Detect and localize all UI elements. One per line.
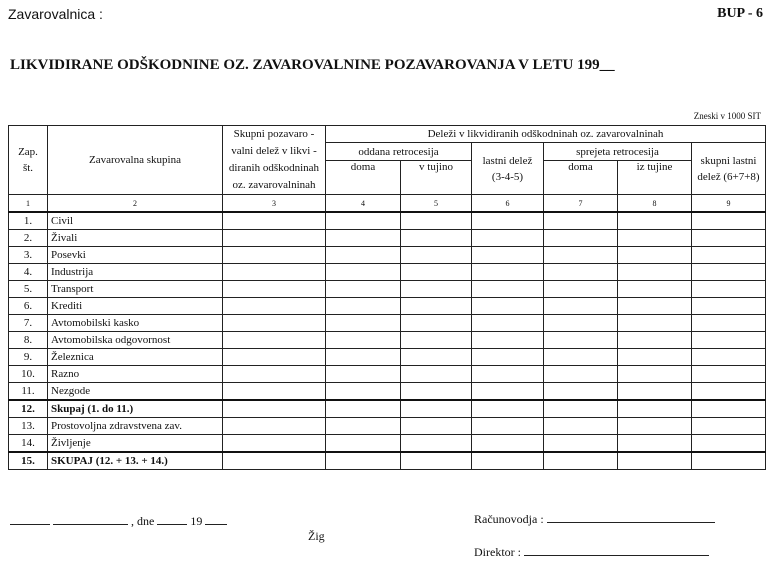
value-cell[interactable] <box>401 332 472 349</box>
value-cell[interactable] <box>326 418 401 435</box>
value-cell[interactable] <box>401 366 472 383</box>
table-row <box>9 212 766 230</box>
row-label: Živali <box>48 230 223 247</box>
value-cell[interactable] <box>618 435 692 453</box>
value-cell[interactable] <box>544 452 618 470</box>
header-doma-sprejeta: doma <box>544 161 618 195</box>
value-cell[interactable] <box>326 281 401 298</box>
row-label: Življenje <box>48 435 223 453</box>
value-cell[interactable] <box>223 418 326 435</box>
value-cell[interactable] <box>692 264 766 281</box>
value-cell[interactable] <box>692 298 766 315</box>
column-number: 9 <box>692 195 766 213</box>
value-cell[interactable] <box>401 247 472 264</box>
value-cell[interactable] <box>326 230 401 247</box>
header-doma: doma <box>326 161 401 195</box>
row-label: Posevki <box>48 247 223 264</box>
value-cell[interactable] <box>618 366 692 383</box>
value-cell[interactable] <box>618 349 692 366</box>
value-cell[interactable] <box>692 400 766 418</box>
value-cell[interactable] <box>692 349 766 366</box>
table-row <box>9 230 766 247</box>
column-number: 8 <box>618 195 692 213</box>
company-label: Zavarovalnica : <box>8 6 103 22</box>
racunovodja-label: Računovodja : <box>474 512 544 526</box>
value-cell[interactable] <box>544 349 618 366</box>
value-cell[interactable] <box>472 315 544 332</box>
row-label: Železnica <box>48 349 223 366</box>
value-cell[interactable] <box>223 230 326 247</box>
value-cell[interactable] <box>223 349 326 366</box>
row-label: Avtomobilska odgovornost <box>48 332 223 349</box>
value-cell[interactable] <box>472 452 544 470</box>
value-cell[interactable] <box>618 212 692 230</box>
value-cell[interactable] <box>544 400 618 418</box>
value-cell[interactable] <box>401 435 472 453</box>
table-row <box>9 264 766 281</box>
value-cell[interactable] <box>401 452 472 470</box>
value-cell[interactable] <box>618 383 692 401</box>
row-label: Avtomobilski kasko <box>48 315 223 332</box>
value-cell[interactable] <box>472 400 544 418</box>
column-number: 6 <box>472 195 544 213</box>
row-label: Industrija <box>48 264 223 281</box>
table-row <box>9 281 766 298</box>
value-cell[interactable] <box>692 281 766 298</box>
value-cell[interactable] <box>326 400 401 418</box>
table-row <box>9 400 766 418</box>
row-number: 8. <box>9 332 48 349</box>
value-cell[interactable] <box>618 247 692 264</box>
value-cell[interactable] <box>326 349 401 366</box>
row-label: Nezgode <box>48 383 223 401</box>
value-cell[interactable] <box>692 332 766 349</box>
value-cell[interactable] <box>401 418 472 435</box>
column-number: 3 <box>223 195 326 213</box>
value-cell[interactable] <box>401 230 472 247</box>
value-cell[interactable] <box>544 298 618 315</box>
value-cell[interactable] <box>472 298 544 315</box>
value-cell[interactable] <box>401 212 472 230</box>
zig-label: Žig <box>308 529 325 543</box>
value-cell[interactable] <box>472 349 544 366</box>
date-line <box>10 514 227 529</box>
value-cell[interactable] <box>692 366 766 383</box>
value-cell[interactable] <box>472 264 544 281</box>
direktor-label: Direktor : <box>474 545 521 559</box>
value-cell[interactable] <box>544 315 618 332</box>
value-cell[interactable] <box>544 264 618 281</box>
value-cell[interactable] <box>618 400 692 418</box>
value-cell[interactable] <box>544 366 618 383</box>
value-cell[interactable] <box>692 247 766 264</box>
row-number: 10. <box>9 366 48 383</box>
row-number: 4. <box>9 264 48 281</box>
header-lastni: lastni delež (3-4-5) <box>472 143 544 195</box>
form-code: BUP - 6 <box>717 6 763 21</box>
value-cell[interactable] <box>544 332 618 349</box>
row-label: Prostovoljna zdravstvena zav. <box>48 418 223 435</box>
value-cell[interactable] <box>326 366 401 383</box>
value-cell[interactable] <box>618 418 692 435</box>
value-cell[interactable] <box>401 315 472 332</box>
header-skupni: Skupni pozavaro - valni delež v likvi - diranih odškodninah oz. zavarovalninah <box>223 126 326 195</box>
column-number: 1 <box>9 195 48 213</box>
value-cell[interactable] <box>544 247 618 264</box>
value-cell[interactable] <box>326 452 401 470</box>
value-cell[interactable] <box>223 383 326 401</box>
value-cell[interactable] <box>618 298 692 315</box>
table-row <box>9 452 766 470</box>
row-label: Transport <box>48 281 223 298</box>
value-cell[interactable] <box>401 383 472 401</box>
value-cell[interactable] <box>692 315 766 332</box>
value-cell[interactable] <box>544 212 618 230</box>
row-number: 3. <box>9 247 48 264</box>
value-cell[interactable] <box>472 383 544 401</box>
year-label: 19 <box>190 514 203 528</box>
value-cell[interactable] <box>223 332 326 349</box>
header-skupina: Zavarovalna skupina <box>48 126 223 195</box>
row-label: Razno <box>48 366 223 383</box>
value-cell[interactable] <box>618 230 692 247</box>
table-row <box>9 366 766 383</box>
value-cell[interactable] <box>401 264 472 281</box>
table-row <box>9 435 766 453</box>
value-cell[interactable] <box>472 281 544 298</box>
value-cell[interactable] <box>472 435 544 453</box>
value-cell[interactable] <box>472 247 544 264</box>
value-cell[interactable] <box>544 230 618 247</box>
table-row <box>9 298 766 315</box>
row-number: 6. <box>9 298 48 315</box>
value-cell[interactable] <box>544 281 618 298</box>
row-number: 2. <box>9 230 48 247</box>
value-cell[interactable] <box>401 298 472 315</box>
row-label: SKUPAJ (12. + 13. + 14.) <box>48 452 223 470</box>
row-number: 9. <box>9 349 48 366</box>
row-number: 15. <box>9 452 48 470</box>
row-label: Krediti <box>48 298 223 315</box>
value-cell[interactable] <box>618 332 692 349</box>
value-cell[interactable] <box>223 366 326 383</box>
column-number: 5 <box>401 195 472 213</box>
table-row <box>9 418 766 435</box>
value-cell[interactable] <box>618 264 692 281</box>
row-label: Skupaj (1. do 11.) <box>48 400 223 418</box>
row-number: 14. <box>9 435 48 453</box>
value-cell[interactable] <box>692 452 766 470</box>
row-number: 5. <box>9 281 48 298</box>
value-cell[interactable] <box>223 400 326 418</box>
direktor-line <box>474 545 709 560</box>
value-cell[interactable] <box>326 247 401 264</box>
value-cell[interactable] <box>692 435 766 453</box>
table-row <box>9 349 766 366</box>
value-cell[interactable] <box>692 212 766 230</box>
dne-label: , dne <box>131 514 155 528</box>
value-cell[interactable] <box>544 418 618 435</box>
value-cell[interactable] <box>401 400 472 418</box>
value-cell[interactable] <box>692 383 766 401</box>
value-cell[interactable] <box>223 435 326 453</box>
header-zap: Zap. št. <box>9 126 48 195</box>
table-row <box>9 247 766 264</box>
value-cell[interactable] <box>326 435 401 453</box>
value-cell[interactable] <box>544 383 618 401</box>
value-cell[interactable] <box>223 298 326 315</box>
value-cell[interactable] <box>326 212 401 230</box>
value-cell[interactable] <box>223 264 326 281</box>
value-cell[interactable] <box>326 315 401 332</box>
value-cell[interactable] <box>326 383 401 401</box>
row-number: 7. <box>9 315 48 332</box>
value-cell[interactable] <box>326 264 401 281</box>
value-cell[interactable] <box>618 452 692 470</box>
value-cell[interactable] <box>223 247 326 264</box>
racunovodja-line <box>474 512 715 527</box>
value-cell[interactable] <box>618 315 692 332</box>
column-number: 7 <box>544 195 618 213</box>
header-delezi: Deleži v likvidiranih odškodninah oz. zavarovalninah <box>326 126 766 143</box>
value-cell[interactable] <box>618 281 692 298</box>
value-cell[interactable] <box>326 298 401 315</box>
value-cell[interactable] <box>401 281 472 298</box>
value-cell[interactable] <box>223 315 326 332</box>
page-title: LIKVIDIRANE ODŠKODNINE OZ. ZAVAROVALNINE POZAVAROVANJA V LETU 199__ <box>10 57 615 73</box>
value-cell[interactable] <box>326 332 401 349</box>
row-number: 11. <box>9 383 48 401</box>
value-cell[interactable] <box>692 418 766 435</box>
value-cell[interactable] <box>692 230 766 247</box>
value-cell[interactable] <box>472 212 544 230</box>
row-number: 1. <box>9 212 48 230</box>
row-number: 12. <box>9 400 48 418</box>
value-cell[interactable] <box>544 435 618 453</box>
units-label: Zneski v 1000 SIT <box>693 111 761 121</box>
value-cell[interactable] <box>472 418 544 435</box>
row-label: Civil <box>48 212 223 230</box>
header-oddana: oddana retrocesija <box>326 143 472 161</box>
value-cell[interactable] <box>223 281 326 298</box>
value-cell[interactable] <box>401 349 472 366</box>
column-number-row <box>9 195 766 213</box>
table-row <box>9 315 766 332</box>
table-row <box>9 332 766 349</box>
value-cell[interactable] <box>472 230 544 247</box>
row-number: 13. <box>9 418 48 435</box>
column-number: 2 <box>48 195 223 213</box>
header-iz-tujine: iz tujine <box>618 161 692 195</box>
report-table <box>8 125 766 470</box>
column-number: 4 <box>326 195 401 213</box>
value-cell[interactable] <box>472 332 544 349</box>
header-sprejeta: sprejeta retrocesija <box>544 143 692 161</box>
value-cell[interactable] <box>472 366 544 383</box>
value-cell[interactable] <box>223 212 326 230</box>
value-cell[interactable] <box>223 452 326 470</box>
table-row <box>9 383 766 401</box>
header-v-tujino: v tujino <box>401 161 472 195</box>
header-skupni-lastni: skupni lastni delež (6+7+8) <box>692 143 766 195</box>
